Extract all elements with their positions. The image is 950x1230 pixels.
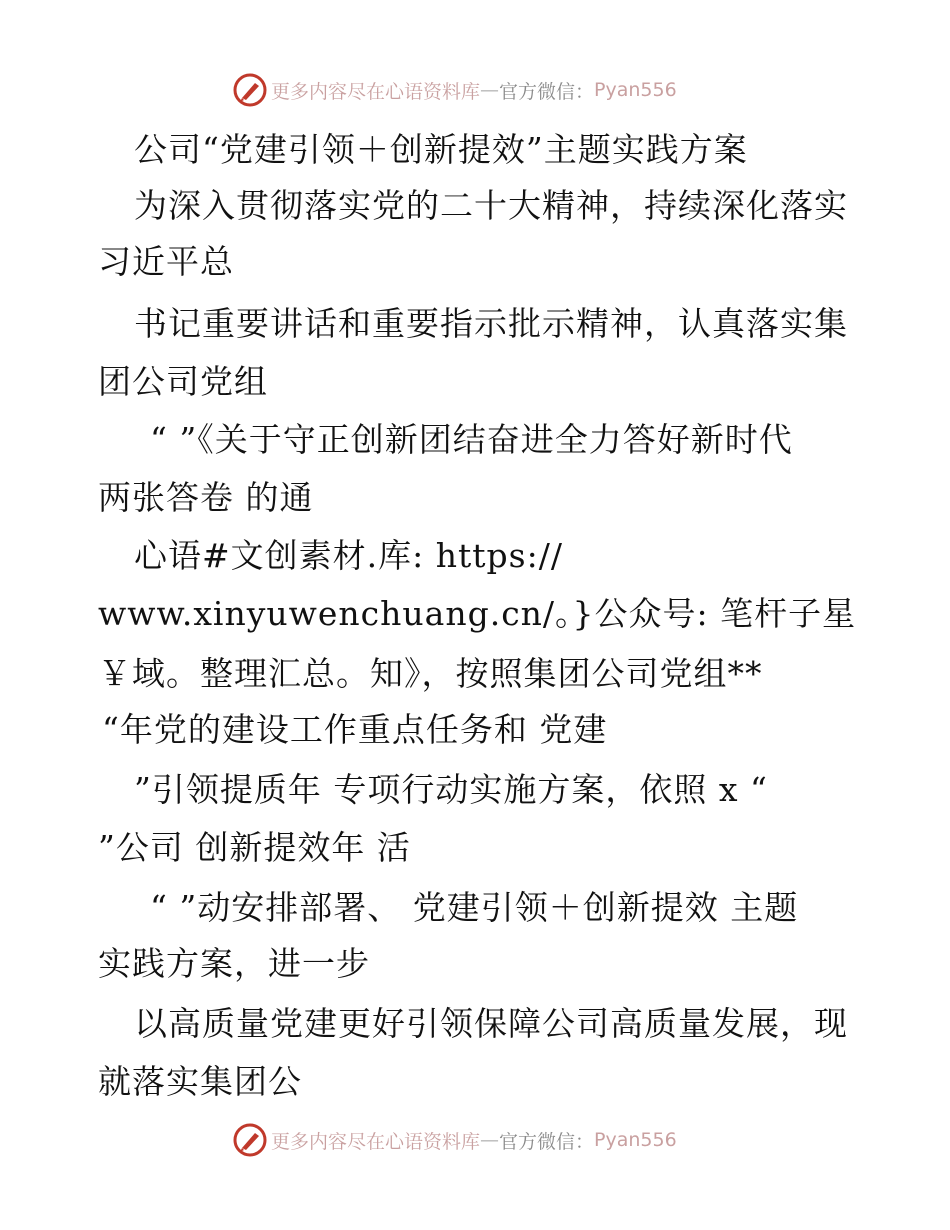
watermark-main-text: 更多内容尽在心语资料库 (271, 80, 481, 103)
wechat-label: 官方微信： (499, 80, 595, 103)
header-watermark (233, 72, 753, 108)
text-line: 实践方案，进一步 (98, 944, 370, 983)
text-line: ￥域。整理汇总。知》，按照集团公司党组** (98, 654, 763, 693)
wechat-id: Pyan556 (594, 1129, 677, 1151)
text-line: “ ”动安排部署、 党建引领＋创新提效 主题 (150, 888, 799, 927)
text-line: “年党的建设工作重点任务和 党建 (102, 710, 608, 749)
watermark-main-text: 更多内容尽在心语资料库 (271, 1130, 481, 1153)
footer-watermark (233, 1122, 753, 1158)
watermark-separator: — (480, 1129, 500, 1151)
text-line: ”公司 创新提效年 活 (98, 828, 411, 867)
text-line: 习近平总 (98, 242, 234, 281)
text-line: 心语#文创素材.库: https:// (134, 536, 563, 575)
text-line: 为深入贯彻落实党的二十大精神，持续深化落实 (134, 186, 848, 225)
text-line: 以高质量党建更好引领保障公司高质量发展，现 (134, 1004, 848, 1043)
pen-logo-icon (233, 73, 267, 107)
text-line: www.xinyuwenchuang.cn/。}公众号: 笔杆子星 (98, 594, 857, 633)
text-line: “ ”《关于守正创新团结奋进全力答好新时代 (150, 420, 793, 459)
wechat-label: 官方微信： (499, 1130, 595, 1153)
text-line: 书记重要讲话和重要指示批示精神，认真落实集 (134, 304, 848, 343)
text-line: 两张答卷 的通 (98, 478, 314, 517)
text-line: ”引领提质年 专项行动实施方案，依照 x “ (134, 770, 768, 809)
pen-logo-icon (233, 1123, 267, 1157)
text-line: 就落实集团公 (98, 1062, 302, 1101)
text-line: 团公司党组 (98, 362, 268, 401)
watermark-separator: — (480, 79, 500, 101)
document-title: 公司“党建引领＋创新提效”主题实践方案 (134, 130, 748, 169)
wechat-id: Pyan556 (594, 79, 677, 101)
